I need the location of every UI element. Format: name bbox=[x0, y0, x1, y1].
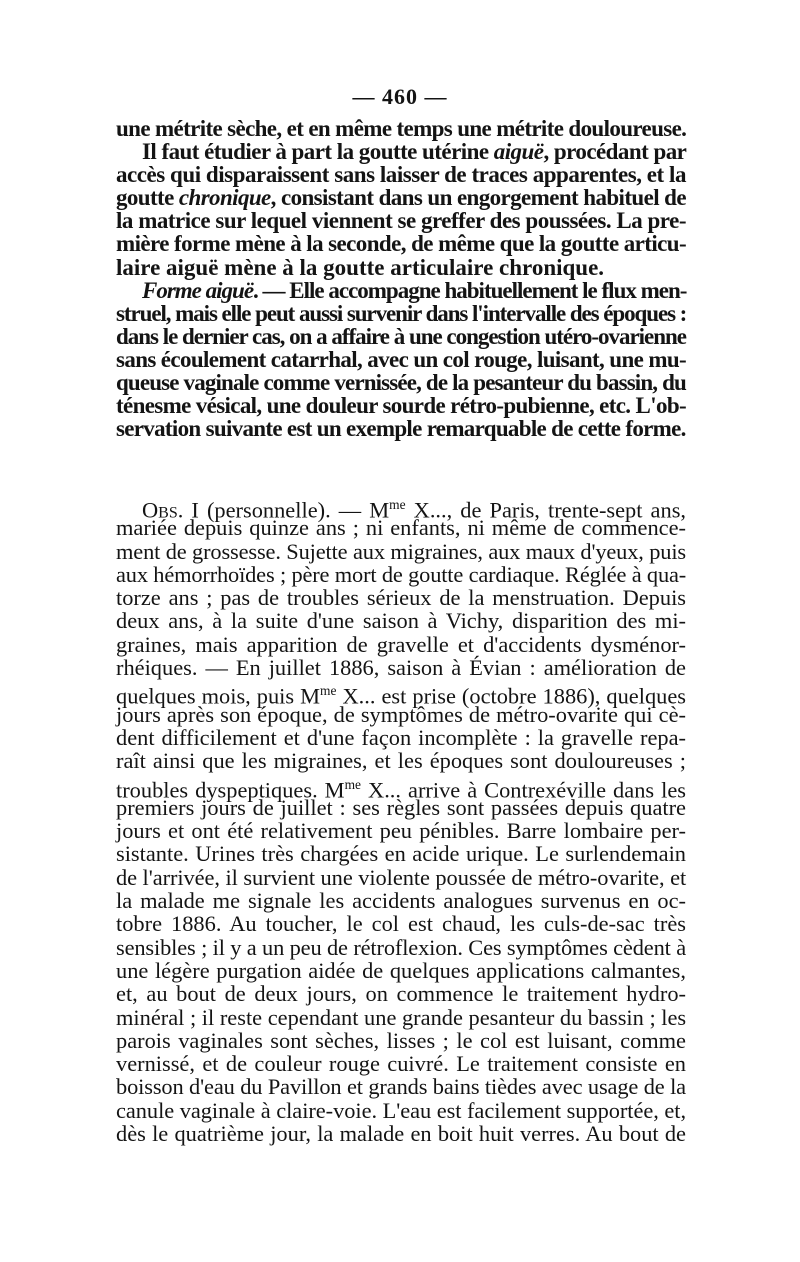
upper-text-block bbox=[116, 117, 686, 440]
text-line: rhéiques. — En juillet 1886, saison à Évian : amélioration de bbox=[116, 655, 686, 681]
text-line: troubles dyspeptiques. $M^{me}$ X... arrive à Contrexéville dans les bbox=[116, 776, 686, 803]
text-line: Il faut étudier à part la goutte utérine aiguë, procédant par bbox=[142, 139, 687, 165]
text-line: de l'arrivée, il survient une violente poussée de métro-ovarite, et bbox=[116, 864, 687, 890]
text-line: une légère purgation aidée de quelques applications calmantes, bbox=[116, 957, 686, 983]
text-line: la matrice sur lequel viennent se greffer des poussées. La pre- bbox=[116, 208, 686, 234]
text-line: la malade me signale les accidents analogues survenus en oc- bbox=[116, 888, 686, 914]
text-line: jours après son époque, de symptômes de métro-ovarite qui cè- bbox=[116, 701, 686, 727]
observation-block bbox=[116, 493, 686, 1145]
text-line: boisson d'eau du Pavillon et grands bains tièdes avec usage de la bbox=[116, 1074, 686, 1100]
page-number: — 460 — bbox=[352, 84, 448, 109]
text-line: dès le quatrième jour, la malade en boit huit verres. Au bout de bbox=[116, 1121, 686, 1147]
text-line: jours et ont été relativement peu pénibles. Barre lombaire per- bbox=[116, 818, 686, 844]
text-line: ment de grossesse. Sujette aux migraines, aux maux d'yeux, puis bbox=[116, 538, 686, 564]
text-line: dans le dernier cas, on a affaire à une congestion utéro-ovarienne bbox=[116, 323, 686, 349]
text-line: goutte chronique, consistant dans un engorgement habituel de bbox=[116, 185, 686, 211]
text-line: sensibles ; il y a un peu de rétroflexion. Ces symptômes cèdent à bbox=[116, 934, 686, 960]
text-line: sistante. Urines très chargées en acide urique. Le surlendemain bbox=[116, 841, 686, 867]
text-line: graines, mais apparition de gravelle et d'accidents dysménor- bbox=[116, 631, 686, 657]
text-line: vernissé, et de couleur rouge cuivré. Le traitement consiste en bbox=[116, 1051, 686, 1077]
text-line: tobre 1886. Au toucher, le col est chaud, les culs-de-sac très bbox=[116, 911, 686, 937]
text-line: servation suivante est un exemple remarquable de cette forme. bbox=[116, 416, 686, 442]
text-line: minéral ; il reste cependant une grande pesanteur du bassin ; les bbox=[116, 1004, 687, 1030]
text-line: Obs. I (personnelle). — $M^{me}$ X..., de Paris, trente-sept ans, bbox=[142, 497, 686, 523]
text-line: parois vaginales sont sèches, lisses ; le col est luisant, comme bbox=[116, 1027, 686, 1053]
text-line: torze ans ; pas de troubles sérieux de la menstruation. Depuis bbox=[116, 585, 686, 611]
text-line: et, au bout de deux jours, on commence le traitement hydro- bbox=[116, 981, 686, 1007]
text-line: sans écoulement catarrhal, avec un col rouge, luisant, une mu- bbox=[116, 346, 687, 372]
text-line: mariée depuis quinze ans ; ni enfants, ni même de commence- bbox=[116, 515, 686, 541]
text-line: raît ainsi que les migraines, et les époques sont douloureuses ; bbox=[116, 748, 686, 774]
text-line: queuse vaginale comme vernissée, de la pesanteur du bassin, du bbox=[116, 370, 686, 396]
text-line: ténesme vésical, une douleur sourde rétro-pubienne, etc. L'ob- bbox=[116, 393, 686, 419]
text-line: aux hémorrhoïdes ; père mort de goutte cardiaque. Réglée à qua- bbox=[116, 561, 687, 587]
text-line: une métrite sèche, et en même temps une métrite douloureuse. bbox=[116, 116, 687, 141]
text-line: Forme aiguë. — Elle accompagne habituellement le flux men- bbox=[142, 277, 687, 303]
text-line: deux ans, à la suite d'une saison à Vichy, disparition des mi- bbox=[116, 608, 686, 634]
text-line: dent difficilement et d'une façon incomplète : la gravelle repa- bbox=[116, 724, 686, 750]
text-line: quelques mois, puis $M^{me}$ X... est prise (octobre 1886), quelques bbox=[116, 683, 686, 709]
text-line: accès qui disparaissent sans laisser de traces apparentes, et la bbox=[116, 162, 686, 188]
text-line: struel, mais elle peut aussi survenir dans l'intervalle des époques : bbox=[116, 300, 687, 326]
text-line: premiers jours de juillet : ses règles sont passées depuis quatre bbox=[116, 794, 686, 820]
text-line: laire aiguë mène à la goutte articulaire chronique. bbox=[116, 254, 605, 280]
text-line: mière forme mène à la seconde, de même que la goutte articu- bbox=[116, 231, 687, 257]
text-line: canule vaginale à claire-voie. L'eau est facilement supportée, et, bbox=[116, 1097, 686, 1123]
